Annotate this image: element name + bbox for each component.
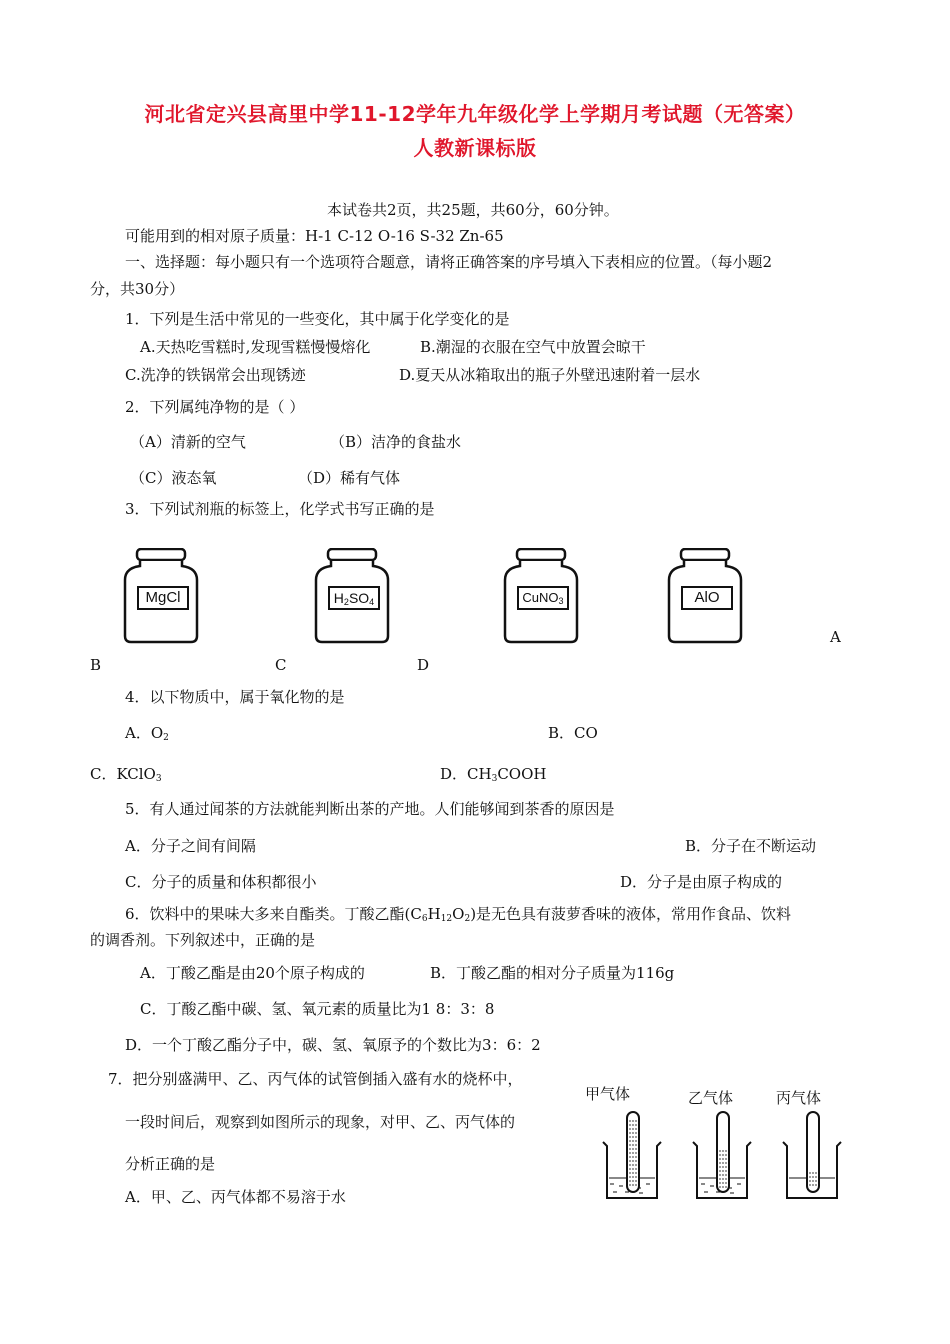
reagent-bottle-h2so4 (314, 548, 390, 644)
q6-stem: 6．饮料中的果味大多来自酯类。丁酸乙酯$(C_6H_{12}O_2)$是无色具有菠萝香味的液体，常用作食品、饮料 (125, 905, 792, 924)
bottle-label: $H_2SO_4$ (328, 586, 380, 610)
bottle-label: MgCl (137, 586, 189, 610)
q7-option-a: A．甲、乙、丙气体都不易溶于水 (125, 1188, 346, 1206)
q5-option-c: C．分子的质量和体积都很小 (125, 873, 317, 891)
q3-stem: 3．下列试剂瓶的标签上，化学式书写正确的是 (125, 500, 435, 518)
q3-option-d: D (417, 656, 430, 674)
q2-option-d: （D）稀有气体 (298, 469, 401, 487)
q6-stem-cont: 的调香剂。下列叙述中，正确的是 (90, 931, 316, 949)
bottle-label: CuNO$_3$ (517, 586, 569, 610)
q7-stem-cont1: 一段时间后，观察到如图所示的现象，对甲、乙、丙气体的 (125, 1113, 516, 1131)
q1-option-d: D.夏天从冰箱取出的瓶子外壁迅速附着一层水 (399, 366, 701, 384)
q4-option-b: B．CO (548, 724, 598, 742)
q2-option-c: （C）液态氧 (130, 469, 217, 487)
tube-label-jia: 甲气体 (585, 1085, 631, 1103)
gas-tube-diagram (595, 1100, 865, 1205)
page-title: 河北省定兴县高里中学11-12学年九年级化学上学期月考试题（无答案） (144, 102, 806, 126)
q5-option-a: A．分子之间有间隔 (125, 837, 256, 855)
tube-jia (627, 1112, 639, 1192)
reagent-bottle-mgcl (123, 548, 199, 644)
q1-option-a: A.天热吃雪糕时,发现雪糕慢慢熔化 (140, 338, 371, 356)
q1-option-b: B.潮湿的衣服在空气中放置会晾干 (420, 338, 646, 356)
q4-option-a: A．$O_2$ (125, 724, 169, 743)
q2-option-b: （B）洁净的食盐水 (330, 433, 462, 451)
section1-heading: 一、选择题：每小题只有一个选项符合题意，请将正确答案的序号填入下表相应的位置。（每小题2 (125, 253, 773, 271)
tube-bing (807, 1112, 819, 1192)
q5-option-d: D．分子是由原子构成的 (620, 873, 783, 891)
q7-stem-cont2: 分析正确的是 (125, 1155, 216, 1173)
q4-option-c: C．KClO$_3$ (90, 765, 162, 784)
q7-stem: 7．把分别盛满甲、乙、丙气体的试管倒插入盛有水的烧杯中， (108, 1070, 523, 1088)
q1-stem: 1．下列是生活中常见的一些变化，其中属于化学变化的是 (125, 310, 510, 328)
q4-stem: 4．以下物质中，属于氧化物的是 (125, 688, 345, 706)
q2-option-a: （A）清新的空气 (130, 433, 246, 451)
q3-option-a: A (830, 628, 841, 646)
q5-option-b: B．分子在不断运动 (685, 837, 817, 855)
q6-option-b: B．丁酸乙酯的相对分子质量为116g (430, 964, 675, 982)
q2-stem: 2．下列属纯净物的是（ ） (125, 398, 305, 416)
tube-label-yi: 乙气体 (688, 1089, 734, 1107)
q3-option-c: C (275, 656, 287, 674)
q1-option-c: C.洗净的铁锅常会出现锈迹 (125, 366, 306, 384)
section1-heading-cont: 分，共30分） (90, 280, 185, 298)
tube-yi (717, 1112, 729, 1192)
q6-option-c: C．丁酸乙酯中碳、氢、氧元素的质量比为1 8：3：8 (140, 1000, 495, 1018)
page-subtitle: 人教新课标版 (413, 136, 537, 160)
q3-option-b: B (90, 656, 102, 674)
q5-stem: 5．有人通过闻茶的方法就能判断出茶的产地。人们能够闻到茶香的原因是 (125, 800, 615, 818)
tube-label-bing: 丙气体 (776, 1089, 822, 1107)
q6-option-a: A．丁酸乙酯是由20个原子构成的 (140, 964, 365, 982)
reagent-bottle-cuno3 (503, 548, 579, 644)
q4-option-d: D．$CH_3COOH$ (440, 765, 547, 784)
bottle-label: AlO (681, 586, 733, 610)
q6-option-d: D．一个丁酸乙酯分子中，碳、氢、氧原予的个数比为3：6：2 (125, 1036, 541, 1054)
reagent-bottle-alo (667, 548, 743, 644)
atomic-mass-line: 可能用到的相对原子质量：H-1 C-12 O-16 S-32 Zn-65 (125, 227, 504, 245)
exam-summary: 本试卷共2页，共25题，共60分，60分钟。 (327, 201, 619, 219)
